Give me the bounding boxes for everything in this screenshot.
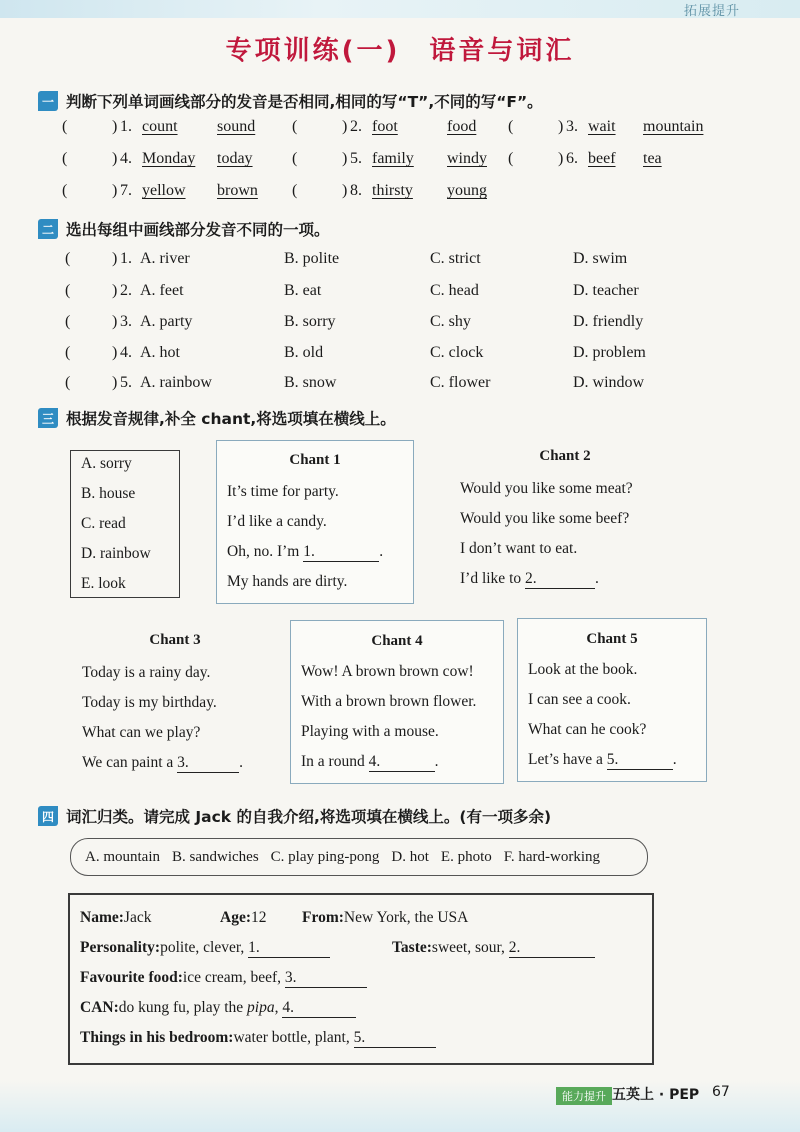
chant1-line: It’s time for party. [227, 483, 339, 500]
section1-instruction: 判断下列单词画线部分的发音是否相同,相同的写“T”,不同的写“F”。 [66, 93, 543, 111]
can-label: CAN: [80, 999, 119, 1016]
s2-open-paren[interactable]: ( [65, 344, 71, 361]
s1-open-paren[interactable]: ( [292, 182, 298, 199]
s1-close-paren: ) [558, 150, 564, 167]
s1-close-paren: ) [342, 150, 348, 167]
s1-word-2: food [447, 118, 477, 135]
section4-heading [38, 805, 551, 827]
s1-close-paren: ) [112, 118, 118, 135]
chant2-line: I’d like to 2. . [460, 570, 599, 587]
chant5-box [517, 618, 707, 782]
top-band [0, 0, 800, 18]
s1-word-1: beef [588, 150, 616, 167]
food-label: Favourite food: [80, 969, 183, 986]
s1-item-number: 1. [120, 118, 132, 135]
s2-item-number: 4. [120, 344, 132, 361]
from-label: From: [302, 909, 344, 926]
chant5-line: I can see a cook. [528, 691, 631, 708]
profile-row-name [80, 909, 151, 927]
s2-option-c[interactable]: C. head [430, 282, 479, 299]
s1-close-paren: ) [342, 118, 348, 135]
s2-option-c[interactable]: C. clock [430, 344, 484, 361]
s2-close-paren: ) [112, 250, 118, 267]
chant3-line: We can paint a 3. . [82, 754, 244, 771]
profile-row-age [220, 909, 267, 927]
chant2-line: Would you like some meat? [460, 480, 633, 497]
chant1-line-text: Oh, no. I’m [227, 543, 300, 560]
chant3-line-text: We can paint a [82, 754, 174, 771]
chant-option: C. read [81, 515, 126, 532]
chant5-line: What can he cook? [528, 721, 647, 738]
section-badge-icon: 四 [38, 806, 58, 826]
chant1-title: Chant 1 [289, 452, 341, 468]
chant3-title: Chant 3 [149, 632, 201, 648]
personality-label: Personality: [80, 939, 161, 956]
s2-option-d[interactable]: D. swim [573, 250, 628, 267]
chant2-blank[interactable]: 2. [525, 570, 595, 589]
chant2-title: Chant 2 [539, 448, 591, 464]
s1-word-1: family [372, 150, 414, 167]
age-value: 12 [251, 909, 267, 926]
profile-row-personality [80, 939, 330, 958]
name-value: Jack [123, 909, 152, 926]
chant2-line-text: I’d like to [460, 570, 522, 587]
s2-open-paren[interactable]: ( [65, 313, 71, 330]
food-value: ice cream, beef, [182, 969, 285, 986]
profile-blank-4[interactable]: 4. [282, 999, 356, 1018]
chant3-blank[interactable]: 3. [177, 754, 239, 773]
s1-word-2: sound [217, 118, 256, 135]
chant4-line-text: In a round [301, 753, 365, 770]
s1-item-number: 4. [120, 150, 132, 167]
bedroom-value: water bottle, plant, [233, 1029, 354, 1046]
taste-value: sweet, sour, [431, 939, 509, 956]
s2-option-a[interactable]: A. river [140, 250, 190, 267]
vocab-option: C. play ping-pong [270, 848, 380, 865]
profile-blank-3[interactable]: 3. [285, 969, 367, 988]
s2-open-paren[interactable]: ( [65, 282, 71, 299]
s1-word-1: foot [372, 118, 398, 135]
s1-item-number: 6. [566, 150, 578, 167]
s1-open-paren[interactable]: ( [292, 118, 298, 135]
personality-value: polite, clever, [160, 939, 249, 956]
chant4-line: In a round 4. . [301, 753, 439, 770]
chant-option: E. look [81, 575, 126, 592]
s1-open-paren[interactable]: ( [62, 150, 68, 167]
section3-instruction: 根据发音规律,补全 chant,将选项填在横线上。 [66, 410, 396, 428]
s2-item-number: 1. [120, 250, 132, 267]
chant1-line: My hands are dirty. [227, 573, 348, 590]
footer-text: 五英上 · PEP [612, 1087, 700, 1103]
s1-item-number: 2. [350, 118, 362, 135]
s2-item-number: 2. [120, 282, 132, 299]
chant2-line: I don’t want to eat. [460, 540, 578, 557]
chant1-box [216, 440, 414, 604]
s2-option-b[interactable]: B. eat [284, 282, 322, 299]
s2-option-b[interactable]: B. sorry [284, 313, 336, 330]
s1-word-1: yellow [142, 182, 186, 199]
profile-blank-5[interactable]: 5. [354, 1029, 436, 1048]
s2-close-paren: ) [112, 282, 118, 299]
s2-option-d[interactable]: D. window [573, 374, 645, 391]
s2-option-d[interactable]: D. problem [573, 344, 646, 361]
s1-word-2: windy [447, 150, 487, 167]
age-label: Age: [220, 909, 251, 926]
chant5-line-text: Let’s have a [528, 751, 603, 768]
s2-option-c[interactable]: C. shy [430, 313, 471, 330]
vocab-option: E. photo [440, 848, 492, 865]
chant5-title: Chant 5 [586, 631, 638, 647]
section-badge-icon: 二 [38, 219, 58, 239]
chant5-line: Let’s have a 5. . [528, 751, 677, 768]
section1-heading [38, 90, 543, 112]
s1-item-number: 5. [350, 150, 362, 167]
s2-option-a[interactable]: A. rainbow [140, 374, 212, 391]
vocab-options-bar [70, 838, 648, 876]
s1-open-paren[interactable]: ( [292, 150, 298, 167]
header-corner-label: 拓展提升 [683, 4, 740, 19]
s1-item-number: 8. [350, 182, 362, 199]
from-value: New York, the USA [343, 909, 469, 926]
chant2-line: Would you like some beef? [460, 510, 630, 527]
section-badge-icon: 三 [38, 408, 58, 428]
chant3-line: What can we play? [82, 724, 201, 741]
section4-instruction: 词汇归类。请完成 Jack 的自我介绍,将选项填在横线上。(有一项多余) [66, 808, 552, 826]
profile-row-bedroom [80, 1029, 436, 1048]
taste-label: Taste: [392, 939, 432, 956]
chant3-line: Today is a rainy day. [82, 664, 211, 681]
chant-option: B. house [81, 485, 136, 502]
name-label: Name: [80, 909, 124, 926]
s1-item-number: 7. [120, 182, 132, 199]
chant3-line: Today is my birthday. [82, 694, 217, 711]
can-after: , [274, 999, 283, 1016]
s2-item-number: 5. [120, 374, 132, 391]
chant1-line: Oh, no. I’m 1. . [227, 543, 384, 560]
s2-option-b[interactable]: B. snow [284, 374, 337, 391]
bedroom-label: Things in his bedroom: [80, 1029, 234, 1046]
s2-item-number: 3. [120, 313, 132, 330]
s1-word-2: tea [643, 150, 662, 167]
chant4-box [290, 620, 504, 784]
profile-row-can [80, 999, 356, 1018]
s1-word-2: today [217, 150, 253, 167]
s2-option-c[interactable]: C. strict [430, 250, 481, 267]
chant4-line: Playing with a mouse. [301, 723, 439, 740]
s2-option-a[interactable]: A. hot [140, 344, 180, 361]
vocab-option: D. hot [391, 848, 429, 865]
s1-word-1: count [142, 118, 178, 135]
s2-close-paren: ) [112, 374, 118, 391]
s1-word-2: young [447, 182, 487, 199]
s2-open-paren[interactable]: ( [65, 250, 71, 267]
chant1-blank[interactable]: 1. [303, 543, 379, 562]
s1-close-paren: ) [342, 182, 348, 199]
profile-blank-1[interactable]: 1. [248, 939, 330, 958]
footer-tag: 能力提升 [556, 1087, 612, 1105]
s2-option-d[interactable]: D. friendly [573, 313, 644, 330]
s2-open-paren[interactable]: ( [65, 374, 71, 391]
s1-open-paren[interactable]: ( [508, 150, 514, 167]
s1-word-2: mountain [643, 118, 704, 135]
chant-option: D. rainbow [81, 545, 151, 562]
chant3-box [70, 622, 280, 782]
s1-open-paren[interactable]: ( [508, 118, 514, 135]
section3-heading [38, 407, 396, 429]
s1-word-2: brown [217, 182, 258, 199]
profile-row-taste [392, 939, 595, 958]
s1-word-1: thirsty [372, 182, 413, 199]
chant4-line: Wow! A brown brown cow! [301, 663, 474, 680]
chant-options-box [70, 450, 180, 598]
page-number: 67 [712, 1084, 730, 1100]
profile-row-food [80, 969, 367, 988]
can-italic: pipa [247, 999, 275, 1016]
can-value: do kung fu, play the [118, 999, 248, 1016]
s1-word-1: wait [588, 118, 616, 135]
chant4-title: Chant 4 [371, 633, 423, 649]
chant4-blank[interactable]: 4. [369, 753, 435, 772]
s2-close-paren: ) [112, 313, 118, 330]
vocab-option: A. mountain [85, 848, 160, 865]
s2-option-c[interactable]: C. flower [430, 374, 491, 391]
page-title: 专项训练(一) 语音与词汇 [225, 36, 575, 66]
s1-close-paren: ) [112, 182, 118, 199]
s1-item-number: 3. [566, 118, 578, 135]
s1-open-paren[interactable]: ( [62, 118, 68, 135]
vocab-option: F. hard-working [503, 848, 601, 865]
s1-word-1: Monday [142, 150, 196, 167]
section-badge-icon: 一 [38, 91, 58, 111]
s2-option-b[interactable]: B. old [284, 344, 324, 361]
s1-open-paren[interactable]: ( [62, 182, 68, 199]
chant1-line: I’d like a candy. [227, 513, 327, 530]
s2-option-b[interactable]: B. polite [284, 250, 340, 267]
s2-close-paren: ) [112, 344, 118, 361]
s1-close-paren: ) [558, 118, 564, 135]
s2-option-a[interactable]: A. feet [140, 282, 184, 299]
chant-option: A. sorry [81, 455, 132, 472]
s2-option-d[interactable]: D. teacher [573, 282, 639, 299]
chant5-line: Look at the book. [528, 661, 638, 678]
profile-row-from [302, 909, 468, 927]
section2-instruction: 选出每组中画线部分发音不同的一项。 [66, 221, 330, 239]
s1-close-paren: ) [112, 150, 118, 167]
profile-blank-2[interactable]: 2. [509, 939, 595, 958]
jack-profile-card [68, 893, 654, 1065]
chant2-box [450, 440, 680, 602]
section2-heading [38, 218, 330, 240]
chant4-line: With a brown brown flower. [301, 693, 477, 710]
chant5-blank[interactable]: 5. [607, 751, 673, 770]
s2-option-a[interactable]: A. party [140, 313, 193, 330]
vocab-option: B. sandwiches [172, 848, 259, 865]
